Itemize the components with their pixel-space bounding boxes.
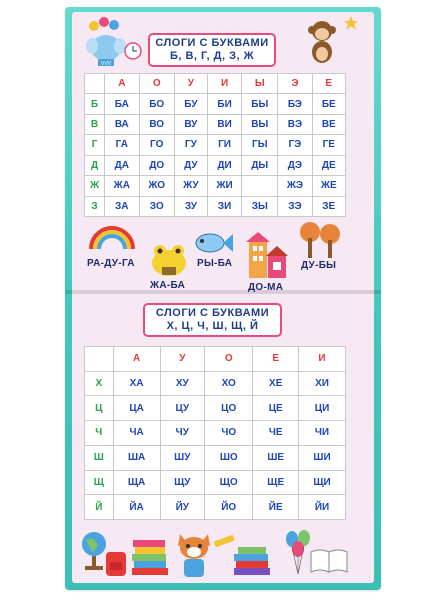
top-grid-syllable-cell: БО bbox=[139, 94, 174, 114]
fox-icon bbox=[174, 530, 214, 580]
bottom-grid-row bbox=[85, 470, 346, 495]
top-grid-syllable-cell: ГЫ bbox=[242, 135, 278, 155]
word-zhaba: ЖА-БА bbox=[150, 280, 186, 291]
top-grid-header-row bbox=[85, 74, 346, 94]
bottom-grid-syllable-cell: ХИ bbox=[299, 371, 346, 396]
bottom-grid-row bbox=[85, 445, 346, 470]
top-grid-syllable-cell: ГИ bbox=[207, 135, 241, 155]
bottom-grid-consonant-cell: Щ bbox=[85, 470, 114, 495]
bottom-grid-syllable-cell: ШИ bbox=[299, 445, 346, 470]
top-grid-syllable-cell: ЗЭ bbox=[278, 196, 312, 216]
bottom-grid-consonant-cell: Ч bbox=[85, 421, 114, 446]
top-grid-syllable-cell: ДУ bbox=[174, 155, 207, 175]
books-icon bbox=[130, 538, 170, 578]
bottom-grid-syllable-cell: ЙИ bbox=[299, 495, 346, 520]
bottom-grid-syllable-cell: ЩУ bbox=[160, 470, 204, 495]
bottom-title-line1: СЛОГИ С БУКВАМИ bbox=[155, 307, 270, 319]
top-grid-consonant-cell: Б bbox=[85, 94, 105, 114]
top-grid-syllable-cell: ГА bbox=[105, 135, 139, 155]
top-grid-vowel-header: Е bbox=[312, 74, 345, 94]
bottom-grid-syllable-cell: ЩА bbox=[113, 470, 160, 495]
board-fold bbox=[65, 290, 381, 294]
top-grid-row bbox=[85, 155, 346, 175]
top-grid-syllable-cell: ЖЭ bbox=[278, 176, 312, 196]
top-grid-syllable-cell: ДЭ bbox=[278, 155, 312, 175]
bottom-grid-row bbox=[85, 396, 346, 421]
bottom-grid-syllable-cell: ЧЕ bbox=[253, 421, 299, 446]
top-grid-row bbox=[85, 135, 346, 155]
top-grid-syllable-cell: БЭ bbox=[278, 94, 312, 114]
top-grid-syllable-cell: ЖА bbox=[105, 176, 139, 196]
bottom-grid-consonant-cell: Ш bbox=[85, 445, 114, 470]
bottom-grid-syllable-cell: ЩО bbox=[205, 470, 253, 495]
books-stack-icon bbox=[232, 540, 272, 578]
bottom-grid-syllable-cell: ША bbox=[113, 445, 160, 470]
trees-icon bbox=[297, 222, 343, 258]
top-grid-syllable-cell: ГЕ bbox=[312, 135, 345, 155]
top-grid-syllable-cell: ЗА bbox=[105, 196, 139, 216]
top-grid-syllable-cell: ДЫ bbox=[242, 155, 278, 175]
top-grid-row bbox=[85, 196, 346, 216]
top-grid-syllable-cell: ДА bbox=[105, 155, 139, 175]
top-grid-syllable-cell: ЖО bbox=[139, 176, 174, 196]
bottom-grid-consonant-cell: Х bbox=[85, 371, 114, 396]
bottom-grid-syllable-cell: ЦИ bbox=[299, 396, 346, 421]
house-icon bbox=[246, 232, 290, 280]
bottom-grid-row bbox=[85, 371, 346, 396]
bottom-title bbox=[143, 303, 282, 337]
top-grid-vowel-header: А bbox=[105, 74, 139, 94]
frog-icon bbox=[148, 243, 190, 277]
top-grid-syllable-cell: БЕ bbox=[312, 94, 345, 114]
top-grid-syllable-cell: ВУ bbox=[174, 114, 207, 134]
bottom-grid-vowel-header: Е bbox=[253, 347, 299, 372]
open-book-icon bbox=[310, 548, 348, 574]
bottom-grid-syllable-cell: ЧА bbox=[113, 421, 160, 446]
top-grid-syllable-cell: ДО bbox=[139, 155, 174, 175]
bottom-grid-vowel-header: И bbox=[299, 347, 346, 372]
word-doma: ДО-МА bbox=[248, 282, 284, 293]
bottom-grid-syllable-cell: ХО bbox=[205, 371, 253, 396]
top-grid-syllable-cell: ЖИ bbox=[207, 176, 241, 196]
top-title-line2: Б, В, Г, Д, З, Ж bbox=[169, 50, 255, 62]
top-grid-syllable-cell: ЖУ bbox=[174, 176, 207, 196]
top-grid-row bbox=[85, 114, 346, 134]
monkey-icon bbox=[302, 17, 342, 67]
bottom-grid-syllable-cell: ШУ bbox=[160, 445, 204, 470]
elephant-icon bbox=[84, 16, 128, 70]
fish-icon bbox=[192, 230, 234, 256]
top-grid-syllable-cell bbox=[242, 176, 278, 196]
bottom-grid-syllable-cell: ЦА bbox=[113, 396, 160, 421]
top-grid-syllable-cell: БА bbox=[105, 94, 139, 114]
top-grid-syllable-cell: ДИ bbox=[207, 155, 241, 175]
svg-text:VVV: VVV bbox=[100, 61, 112, 67]
bottom-grid-vowel-header: О bbox=[205, 347, 253, 372]
top-grid-syllable-cell: ЗУ bbox=[174, 196, 207, 216]
bottom-grid-syllable-cell: ЦУ bbox=[160, 396, 204, 421]
top-grid-vowel-header: О bbox=[139, 74, 174, 94]
bottom-grid-syllable-cell: ЧИ bbox=[299, 421, 346, 446]
top-grid-syllable-cell: ВЭ bbox=[278, 114, 312, 134]
bottom-grid-syllable-cell: ЙО bbox=[205, 495, 253, 520]
top-grid-vowel-header: Э bbox=[278, 74, 312, 94]
bottom-grid-syllable-cell: ХУ bbox=[160, 371, 204, 396]
word-raduga: РА-ДУ-ГА bbox=[87, 258, 135, 269]
bottom-grid-syllable-cell: ХЕ bbox=[253, 371, 299, 396]
top-grid-syllable-cell: ЗЫ bbox=[242, 196, 278, 216]
bottom-grid-syllable-cell: ЩЕ bbox=[253, 470, 299, 495]
top-grid-syllable-cell: ВЫ bbox=[242, 114, 278, 134]
top-grid-consonant-cell: Ж bbox=[85, 176, 105, 196]
top-grid-syllable-cell: ДЕ bbox=[312, 155, 345, 175]
bottom-grid-syllable-cell: ШО bbox=[205, 445, 253, 470]
top-grid-syllable-cell: БЫ bbox=[242, 94, 278, 114]
top-grid-vowel-header: И bbox=[207, 74, 241, 94]
top-grid-corner-cell bbox=[85, 74, 105, 94]
top-grid-syllable-cell: ВА bbox=[105, 114, 139, 134]
top-grid-vowel-header: У bbox=[174, 74, 207, 94]
bottom-grid-syllable-cell: ЦО bbox=[205, 396, 253, 421]
bottom-grid-row bbox=[85, 495, 346, 520]
top-grid-vowel-header: Ы bbox=[242, 74, 278, 94]
star-icon bbox=[344, 16, 358, 30]
bottom-syllable-table bbox=[84, 346, 346, 520]
top-grid-syllable-cell: ЗЕ bbox=[312, 196, 345, 216]
bottom-grid-syllable-cell: ЩИ bbox=[299, 470, 346, 495]
top-grid-syllable-cell: ГЭ bbox=[278, 135, 312, 155]
top-grid-consonant-cell: Д bbox=[85, 155, 105, 175]
top-grid-syllable-cell: ЗО bbox=[139, 196, 174, 216]
bottom-grid-corner-cell bbox=[85, 347, 114, 372]
bottom-grid-syllable-cell: ЧУ bbox=[160, 421, 204, 446]
top-grid-consonant-cell: З bbox=[85, 196, 105, 216]
bottom-grid-row bbox=[85, 421, 346, 446]
bottom-grid-syllable-cell: ЙА bbox=[113, 495, 160, 520]
top-grid-syllable-cell: ВЕ bbox=[312, 114, 345, 134]
top-grid-syllable-cell: БИ bbox=[207, 94, 241, 114]
top-grid-row bbox=[85, 176, 346, 196]
bottom-grid-syllable-cell: ЙУ bbox=[160, 495, 204, 520]
bottom-grid-syllable-cell: ЙЕ bbox=[253, 495, 299, 520]
top-grid-consonant-cell: В bbox=[85, 114, 105, 134]
top-grid-syllable-cell: БУ bbox=[174, 94, 207, 114]
backpack-icon bbox=[104, 548, 128, 576]
bottom-grid-syllable-cell: ЦЕ bbox=[253, 396, 299, 421]
top-grid-consonant-cell: Г bbox=[85, 135, 105, 155]
rainbow-icon bbox=[87, 223, 137, 249]
word-ryba: РЫ-БА bbox=[197, 258, 233, 269]
top-grid-syllable-cell: ГО bbox=[139, 135, 174, 155]
clock-icon bbox=[124, 42, 142, 60]
bottom-grid-header-row bbox=[85, 347, 346, 372]
top-grid-row bbox=[85, 94, 346, 114]
bottom-grid-vowel-header: А bbox=[113, 347, 160, 372]
bottom-grid-syllable-cell: ХА bbox=[113, 371, 160, 396]
top-grid-syllable-cell: ВО bbox=[139, 114, 174, 134]
bottom-grid-syllable-cell: ЧО bbox=[205, 421, 253, 446]
bottom-title-line2: Х, Ц, Ч, Ш, Щ, Й bbox=[166, 320, 259, 332]
word-duby: ДУ-БЫ bbox=[301, 260, 337, 271]
bottom-grid-syllable-cell: ШЕ bbox=[253, 445, 299, 470]
bottom-grid-consonant-cell: Ц bbox=[85, 396, 114, 421]
top-grid-syllable-cell: ГУ bbox=[174, 135, 207, 155]
top-grid-syllable-cell: ЗИ bbox=[207, 196, 241, 216]
top-title bbox=[148, 33, 276, 67]
bottom-grid-vowel-header: У bbox=[160, 347, 204, 372]
top-grid-syllable-cell: ЖЕ bbox=[312, 176, 345, 196]
top-title-line1: СЛОГИ С БУКВАМИ bbox=[155, 37, 269, 49]
top-syllable-table bbox=[84, 73, 346, 217]
bottom-grid-consonant-cell: Й bbox=[85, 495, 114, 520]
top-grid-syllable-cell: ВИ bbox=[207, 114, 241, 134]
